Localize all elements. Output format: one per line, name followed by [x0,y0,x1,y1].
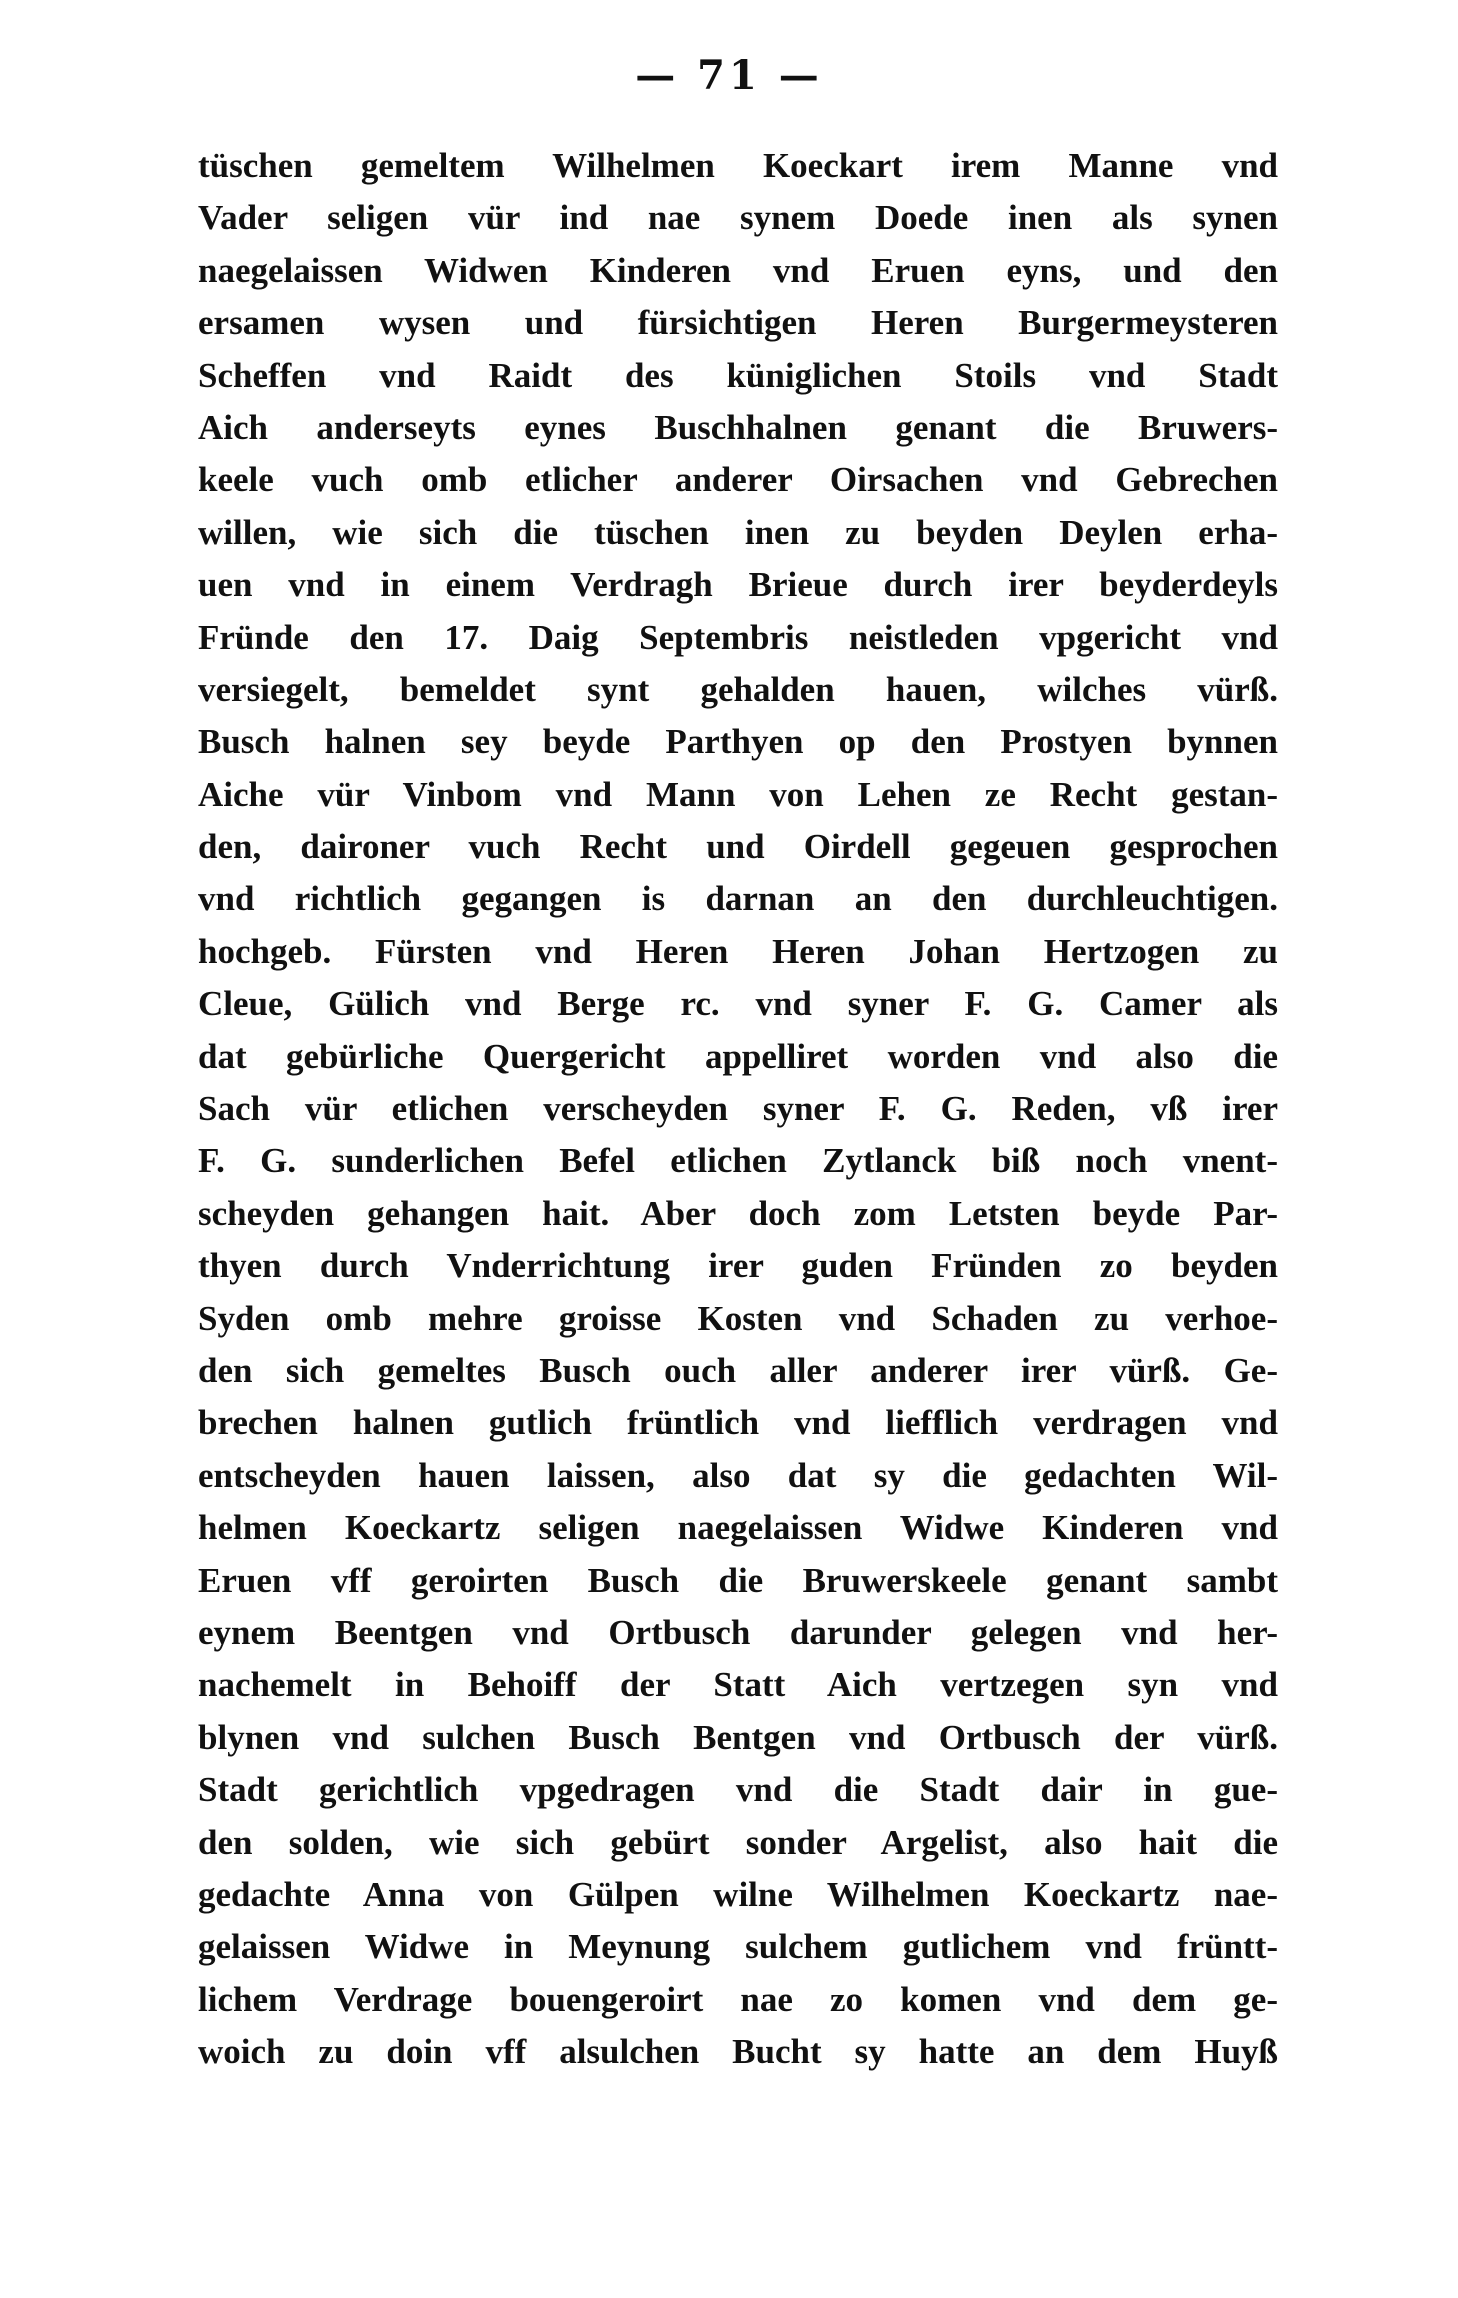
text-line: tüschen gemeltem Wilhelmen Koeckart irem Manne vnd [198,146,1278,185]
text-line: Sach vür etlichen verscheyden syner F. G. Reden, vß irer [198,1089,1278,1129]
text-line: gedachte Anna von Gülpen wilne Wilhelmen Koeckartz nae- [198,1874,1278,1914]
text-line: keele vuch omb etlicher anderer Oirsachen vnd Gebrechen [198,460,1278,500]
text-line: den solden, wie sich gebürt sonder Argelist, also hait die [198,1822,1278,1862]
text-line: dat gebürliche Quergericht appelliret worden vnd also die [198,1036,1278,1076]
text-line: brechen halnen gutlich früntlich vnd liefflich verdragen vnd [198,1403,1278,1443]
text-line: Eruen vff geroirten Busch die Bruwerskeele genant sambt [198,1560,1278,1600]
text-line: vnd richtlich gegangen is darnan an den durchleuchtigen. [198,879,1278,919]
text-line: Aich anderseyts eynes Buschhalnen genant die Bruwers- [198,407,1278,447]
text-line: nachemelt in Behoiff der Statt Aich vertzegen syn vnd [198,1665,1278,1705]
text-line: ersamen wysen und fürsichtigen Heren Burgermeysteren [198,303,1278,343]
text-line: naegelaissen Widwen Kinderen vnd Eruen eyns, und den [198,250,1278,290]
text-line: blynen vnd sulchen Busch Bentgen vnd Ortbusch der vürß. [198,1717,1278,1757]
text-line: willen, wie sich die tüschen inen zu beyden Deylen erha- [198,512,1278,552]
text-line: gelaissen Widwe in Meynung sulchem gutlichem vnd früntt- [198,1927,1278,1967]
text-line: Stadt gerichtlich vpgedragen vnd die Stadt dair in gue- [198,1770,1278,1810]
text-line: Busch halnen sey beyde Parthyen op den Prostyen bynnen [198,722,1278,762]
text-line: Vader seligen vür ind nae synem Doede inen als synen [198,198,1278,238]
text-line: Syden omb mehre groisse Kosten vnd Schaden zu verhoe- [198,1298,1278,1338]
text-line: Cleue, Gülich vnd Berge rc. vnd syner F. G. Camer als [198,984,1278,1024]
text-line: hochgeb. Fürsten vnd Heren Heren Johan Hertzogen zu [198,931,1278,971]
body-text [198,140,1278,2078]
text-line: scheyden gehangen hait. Aber doch zom Letsten beyde Par- [198,1193,1278,1233]
text-line: thyen durch Vnderrichtung irer guden Fründen zo beyden [198,1246,1278,1286]
text-line: lichem Verdrage bouengeroirt nae zo komen vnd dem ge- [198,1979,1278,2019]
text-line: helmen Koeckartz seligen naegelaissen Widwe Kinderen vnd [198,1508,1278,1548]
text-line: Fründe den 17. Daig Septembris neistleden vpgericht vnd [198,617,1278,657]
text-line: Scheffen vnd Raidt des küniglichen Stoils vnd Stadt [198,355,1278,395]
text-line: Aiche vür Vinbom vnd Mann von Lehen ze Recht gestan- [198,774,1278,814]
text-line: entscheyden hauen laissen, also dat sy die gedachten Wil- [198,1455,1278,1495]
text-line: den, daironer vuch Recht und Oirdell gegeuen gesprochen [198,827,1278,867]
text-line: den sich gemeltes Busch ouch aller anderer irer vürß. Ge- [198,1350,1278,1390]
text-line: uen vnd in einem Verdragh Brieue durch irer beyderdeyls [198,565,1278,605]
text-line: eynem Beentgen vnd Ortbusch darunder gelegen vnd her- [198,1612,1278,1652]
text-line: versiegelt, bemeldet synt gehalden hauen, wilches vürß. [198,669,1278,709]
page-number: — 71 — [635,52,823,99]
text-line: F. G. sunderlichen Befel etlichen Zytlanck biß noch vnent- [198,1141,1278,1181]
text-line: woich zu doin vff alsulchen Bucht sy hatte an dem Huyß [198,2032,1278,2072]
